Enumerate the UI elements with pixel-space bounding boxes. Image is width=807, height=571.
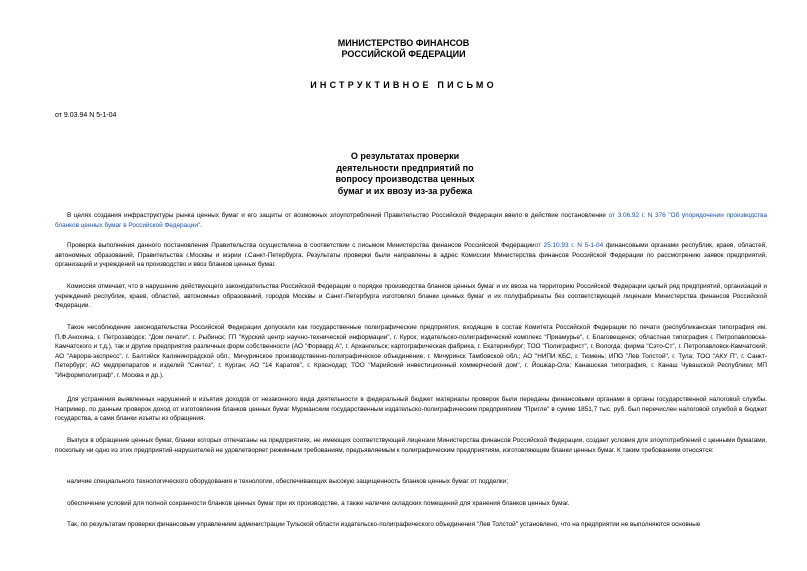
- paragraph-8: [55, 499, 767, 509]
- document-type: ИНСТРУКТИВНОЕ ПИСЬМО: [310, 80, 497, 90]
- paragraph-3-text: Комиссия отмечает, что в нарушение действующего законодательства Российской Федерации о порядке производства бланков ценных бумаг и их ввоза на территорию Российской Федерации целый ряд предприятий, организаций и учреждений республик, краев, областей, автономных образований, городов Москвы и Санкт-Петербурга изготовлял бланки ценных бумаг и их полуфабрикаты без соответствующей лицензии Министерства финансов Российской Федерации.: [55, 283, 767, 310]
- paragraph-7: [55, 477, 767, 487]
- document-title: [300, 151, 510, 197]
- letter-link[interactable]: от 25.10.93 г. N 5-1-04: [534, 242, 604, 249]
- paragraph-5-text: Для устранения выявленных нарушений и изъятия доходов от незаконного вида деятельности в федеральный бюджет материалы проверок были переданы финансовыми органами в органы государственной налоговой службы. Например, по данным проверок доход от изготовления бланков ценных бумаг Мурманским государственным издательско-полиграфическим предприятием "Пригле" в сумме 1851,7 тыс. руб. был перечислен налоговой службой в бюджет государства, а сами бланки изъяты из обращения.: [55, 396, 767, 423]
- title-line-2: деятельности предприятий по: [336, 162, 474, 173]
- ministry-line-1: МИНИСТЕРСТВО ФИНАНСОВ: [337, 38, 470, 48]
- paragraph-5: [55, 395, 767, 424]
- ministry-heading: [0, 38, 807, 60]
- ministry-line-2: РОССИЙСКОЙ ФЕДЕРАЦИИ: [341, 49, 466, 59]
- paragraph-1: [55, 211, 767, 230]
- paragraph-6-text: Выпуск в обращение ценных бумаг, бланки которых отпечатаны на предприятиях, не имеющих соответствующей лицензии Министерства финансов Российской Федерации, создает условия для злоупотреблений с ценными бумагами, поскольку ни одно из этих предприятий-нарушителей не удовлетворяет режимным требованиям, предъявляемым к полиграфическим предприятиям, изготовляющим бланки ценных бумаг. К таким требованиям относятся:: [55, 437, 767, 454]
- paragraph-6: [55, 436, 767, 455]
- paragraph-7-text: наличие специального технологического оборудования и технологии, обеспечивающих высокую защищенность бланков ценных бумаг от подделки;: [67, 478, 509, 485]
- paragraph-4-text: Такое несоблюдение законодательства Российской Федерации допускали как государственные полиграфические предприятия, входящие в состав Комитета Российской Федерации по печати (республиканская типография им. П.Ф.Анохина, г. Петрозаводск; "Дом печати", г. Рыбинск; ГП "Курский центр научно-технической информации", г. Курск; издательско-полиграфический комплекс "Приамурье", г. Благовещенск; областная типография г. Петропавловска-Камчатского и т.д.), так и другие предприятия различных форм собственности (АО "Форвард А", г. Архангельск; картографическая фабрика, г. Екатеринбург; ТОО "Полиграфист", г. Вологда; фирма "Сэто-Ст", г. Петропавловск-Камчатский; АО "Аврора-экспресс", г. Балтийск Калининградской обл.; Мичуринское производственно-полиграфическое объединение, г. Мичуринск Тамбовской обл.; АО "НИПИ КБС, г. Тюмень; ИПО "Лев Толстой", г. Тула; ТОО "АКУ П", г. Санкт-Петербург; АО медпрепаратов и изделий "Синтез", г. Курган; АО "14 Каратов", г. Краснодар; ТОО "Марийский инвестиционный коммерческий дом", г. Йошкар-Ола; Канашская типография, г. Канаш Чувашской Республики; МП "Информполиграф", г. Москва и др.).: [55, 324, 767, 379]
- paragraph-1-end: .: [200, 221, 202, 229]
- paragraph-1-text: В целях создания инфраструктуры рынка ценных бумаг и его защиты от возможных злоупотреблений Правительство Российской Федерации ввело в действие постановление: [67, 212, 609, 219]
- decree-link[interactable]: от 3.06.92 г. N 376 "Об упорядочении производства бланков ценных бумаг в Российской Федерации": [55, 212, 767, 229]
- paragraph-2-rest: финансовыми органами республик, краев, областей, автономных образований, Правительства г.Москвы и мэрии г.Санкт-Петербурга. Результаты проверки были направлены в адрес Комиссии Министерства финансов Российской Федерации по рассмотрению заявок предприятий, организаций и учреждений на производство и ввоз бланков ценных бумаг.: [55, 242, 767, 269]
- title-line-1: О результатах проверки: [350, 151, 460, 161]
- paragraph-8-text: обеспечение условий для полной сохранности бланков ценных бумаг при их производстве, а также наличие складских помещений для хранения бланков ценных бумаг.: [67, 500, 570, 507]
- paragraph-3: [55, 282, 767, 311]
- paragraph-2-text: Проверка выполнения данного постановления Правительства осуществлена в соответствии с письмом Министерства финансов Российской Федерации: [67, 242, 535, 249]
- paragraph-9-text: Так, по результатам проверки финансовым управлением администрации Тульской области издательско-полиграфического объединения "Лев Толстой" установлено, что на предприятии не выполняются основные: [67, 521, 701, 528]
- paragraph-9: [55, 520, 767, 530]
- title-line-3: вопросу производства ценных: [335, 174, 475, 184]
- paragraph-2: [55, 241, 767, 270]
- title-line-4: бумаг и их ввозу из-за рубежа: [337, 185, 473, 196]
- paragraph-4: [55, 323, 767, 381]
- document-date: от 9.03.94 N 5-1-04: [55, 112, 117, 119]
